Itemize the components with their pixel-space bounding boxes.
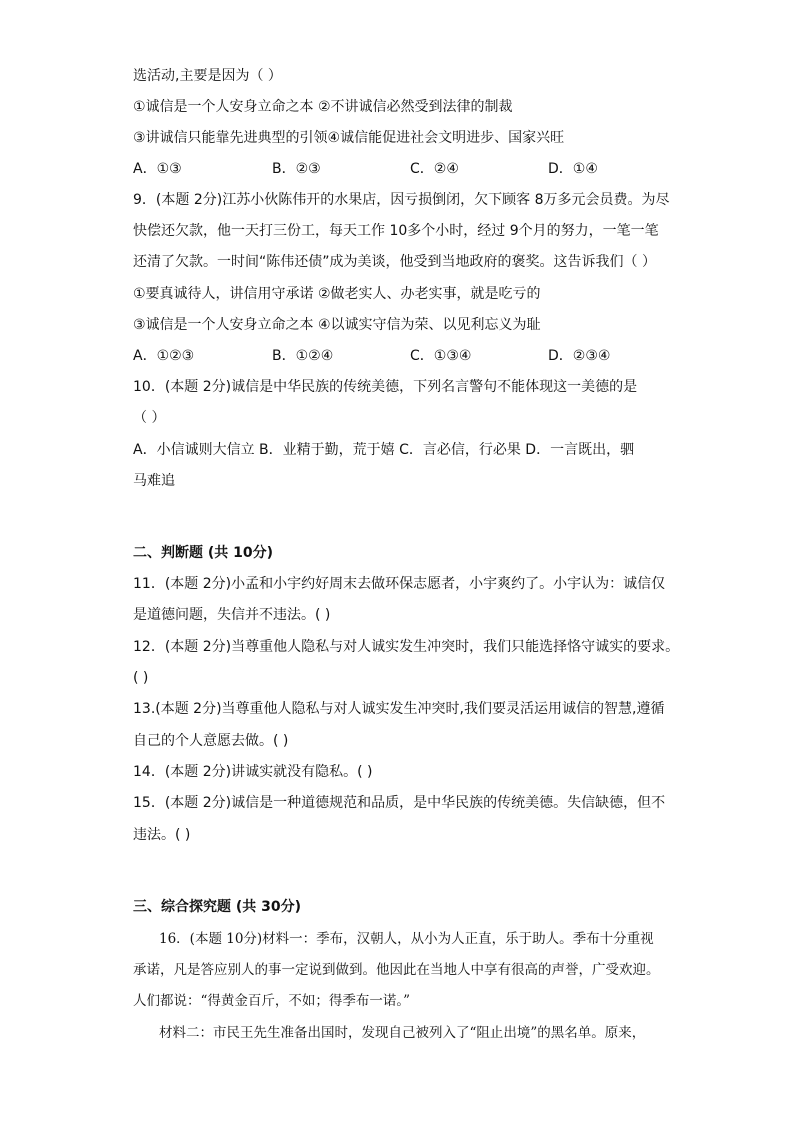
- q16-line4: 材料二：市民王先生准备出国时，发现自己被列入了“阻止出境”的黑名单。原来，: [159, 1025, 646, 1041]
- q9-stem-line1: 9．(本题 2分)江苏小伙陈伟开的水果店，因亏损倒闭，欠下顾客 8万多元会员费。为尽: [133, 192, 670, 208]
- q9-statements-line1: ①要真诚待人，讲信用守承诺 ②做老实人、办老实事，就是吃亏的: [133, 286, 541, 302]
- section3-heading: 三、综合探究题 (共 30分): [133, 899, 302, 915]
- q11-line1: 11．(本题 2分)小孟和小宇约好周末去做环保志愿者，小宇爽约了。小宇认为：诚信仅: [133, 576, 666, 592]
- q9-option-c[interactable]: C．①③④: [410, 348, 472, 364]
- q9-stem-line3: 还清了欠款。一时间“陈伟还债”成为美谈，他受到当地政府的褒奖。这告诉我们（ ）: [133, 254, 656, 270]
- q10-options-line2: 马难追: [133, 473, 175, 489]
- q10-stem-line2: （ ）: [133, 410, 166, 426]
- q8-stem-tail: 选活动,主要是因为（ ）: [133, 68, 282, 84]
- q16-line1: 16．(本题 10分)材料一：季布，汉朝人，从小为人正直，乐于助人。季布十分重视: [159, 931, 654, 947]
- q8-option-a[interactable]: A．①③: [133, 161, 182, 177]
- q15-line2: 违法。( ): [133, 827, 191, 843]
- q11-line2: 是道德问题，失信并不违法。( ): [133, 607, 331, 623]
- q16-line3: 人们都说：“得黄金百斤，不如；得季布一诺。”: [133, 993, 411, 1009]
- q8-statements-line2: ③讲诚信只能靠先进典型的引领④诚信能促进社会文明进步、国家兴旺: [133, 130, 565, 146]
- q8-option-b[interactable]: B．②③: [272, 161, 321, 177]
- q9-stem-line2: 快偿还欠款，他一天打三份工，每天工作 10多个小时，经过 9个月的努力，一笔一笔: [133, 223, 659, 239]
- q9-statements-line2: ③诚信是一个人安身立命之本 ④以诚实守信为荣、以见利忘义为耻: [133, 317, 541, 333]
- q8-statements-line1: ①诚信是一个人安身立命之本 ②不讲诚信必然受到法律的制裁: [133, 99, 513, 115]
- q13-line1: 13.(本题 2分)当尊重他人隐私与对人诚实发生冲突时,我们要灵活运用诚信的智慧,遵循: [133, 701, 665, 717]
- q9-option-d[interactable]: D．②③④: [548, 348, 611, 364]
- q13-line2: 自己的个人意愿去做。( ): [133, 733, 289, 749]
- section2-heading: 二、判断题 (共 10分): [133, 545, 274, 561]
- q12-line1: 12．(本题 2分)当尊重他人隐私与对人诚实发生冲突时，我们只能选择恪守诚实的要求。: [133, 639, 680, 655]
- q12-line2: ( ): [133, 670, 149, 686]
- q14-line1: 14．(本题 2分)讲诚实就没有隐私。( ): [133, 764, 373, 780]
- q9-option-b[interactable]: B．①②④: [272, 348, 334, 364]
- q10-options-line[interactable]: A．小信诚则大信立 B．业精于勤，荒于嬉 C．言必信，行必果 D．一言既出，驷: [133, 442, 635, 458]
- q8-option-d[interactable]: D．①④: [548, 161, 598, 177]
- q16-line2: 承诺，凡是答应别人的事一定说到做到。他因此在当地人中享有很高的声誉，广受欢迎。: [133, 962, 660, 978]
- q15-line1: 15．(本题 2分)诚信是一种道德规范和品质，是中华民族的传统美德。失信缺德，但不: [133, 795, 666, 811]
- q9-option-a[interactable]: A．①②③: [133, 348, 195, 364]
- q10-stem-line1: 10．(本题 2分)诚信是中华民族的传统美德，下列名言警句不能体现这一美德的是: [133, 379, 638, 395]
- q8-option-c[interactable]: C．②④: [410, 161, 459, 177]
